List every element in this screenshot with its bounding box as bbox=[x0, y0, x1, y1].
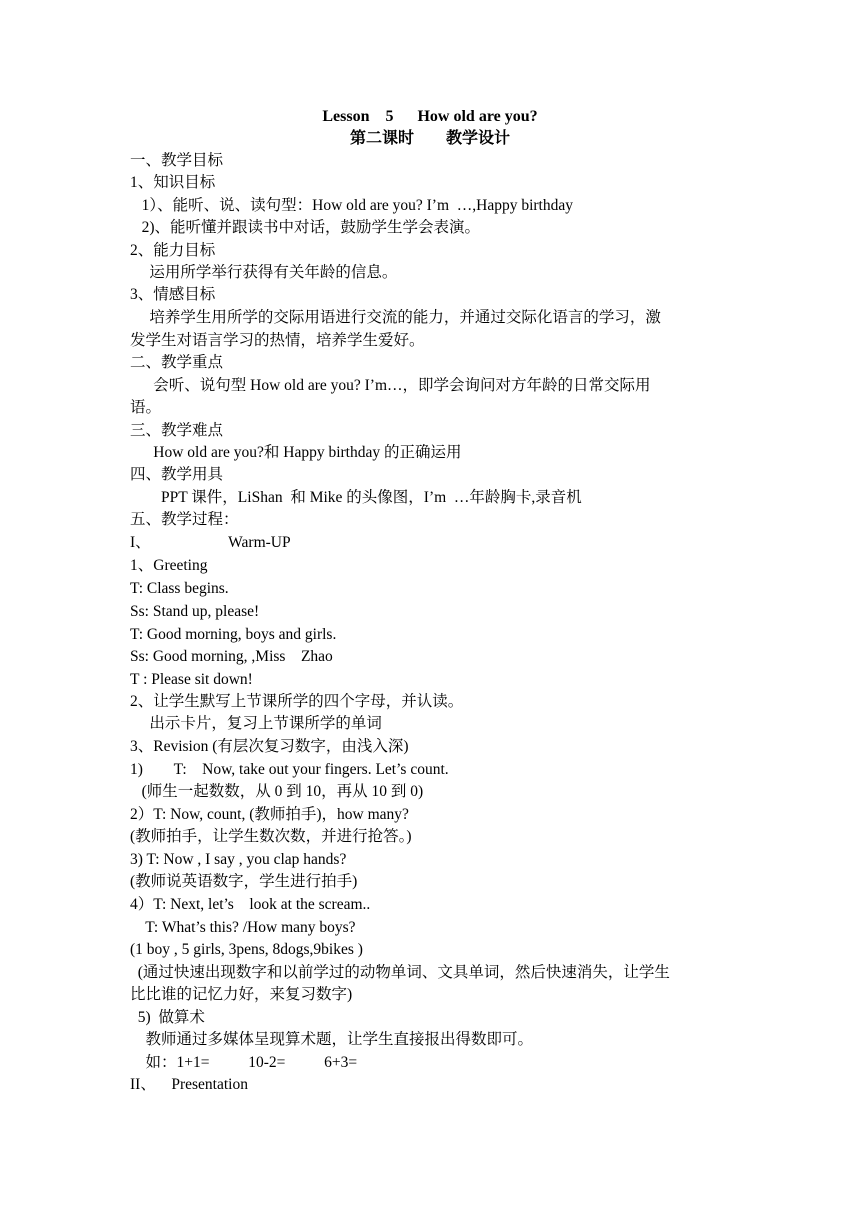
doc-line: 比比谁的记忆力好，来复习数字) bbox=[130, 986, 353, 1003]
doc-line: 语。 bbox=[130, 399, 162, 416]
doc-line: T: Class begins. bbox=[130, 580, 229, 597]
doc-line: T: What’s this? /How many boys? bbox=[130, 919, 356, 936]
doc-line: (教师说英语数字，学生进行拍手) bbox=[130, 873, 358, 890]
doc-line: 二、教学重点 bbox=[130, 354, 224, 371]
doc-line: (教师拍手，让学生数次数，并进行抢答。) bbox=[130, 828, 412, 845]
doc-line: II、 Presentation bbox=[130, 1076, 248, 1093]
doc-line: 3、Revision (有层次复习数字，由浅入深) bbox=[130, 738, 409, 755]
doc-line: 4）T: Next, let’s look at the scream.. bbox=[130, 896, 371, 913]
doc-line: 2)、能听懂并跟读书中对话，鼓励学生学会表演。 bbox=[130, 219, 481, 236]
doc-line: How old are you?和 Happy birthday 的正确运用 bbox=[130, 444, 462, 461]
doc-line: PPT 课件，LiShan 和 Mike 的头像图，I’m …年龄胸卡,录音机 bbox=[130, 489, 582, 506]
doc-line: T : Please sit down! bbox=[130, 671, 253, 688]
doc-line: 1、知识目标 bbox=[130, 174, 216, 191]
doc-line: 2、能力目标 bbox=[130, 242, 216, 259]
doc-line: 2、让学生默写上节课所学的四个字母，并认读。 bbox=[130, 693, 464, 710]
doc-line: 培养学生用所学的交际用语进行交流的能力，并通过交际化语言的学习，激 bbox=[130, 309, 661, 326]
doc-line: Ss: Stand up, please! bbox=[130, 603, 260, 620]
lesson-subtitle: 第二课时 教学设计 bbox=[349, 130, 510, 147]
doc-line: 1、Greeting bbox=[130, 557, 208, 574]
doc-line: I、 Warm-UP bbox=[130, 534, 291, 551]
doc-line: T: Good morning, boys and girls. bbox=[130, 626, 337, 643]
doc-line: 3) T: Now , I say , you clap hands? bbox=[130, 851, 347, 868]
doc-line: 2）T: Now, count, (教师拍手)，how many? bbox=[130, 806, 409, 823]
doc-line: (师生一起数数，从 0 到 10，再从 10 到 0) bbox=[130, 783, 424, 800]
doc-line: 1) T: Now, take out your fingers. Let’s count. bbox=[130, 761, 449, 778]
doc-line: (1 boy , 5 girls, 3pens, 8dogs,9bikes ) bbox=[130, 941, 363, 958]
doc-line: 运用所学举行获得有关年龄的信息。 bbox=[130, 264, 398, 281]
doc-line: 1）、能听、说、读句型：How old are you? I’m …,Happy birthday bbox=[130, 197, 573, 214]
doc-line: 三、教学难点 bbox=[130, 422, 224, 439]
doc-line: Ss: Good morning, ,Miss Zhao bbox=[130, 648, 333, 665]
doc-line: 发学生对语言学习的热情，培养学生爱好。 bbox=[130, 332, 425, 349]
doc-line: 3、情感目标 bbox=[130, 286, 216, 303]
doc-line: 五、教学过程： bbox=[130, 511, 239, 528]
doc-line: 教师通过多媒体呈现算术题，让学生直接报出得数即可。 bbox=[130, 1031, 534, 1048]
doc-line: 如：1+1= 10-2= 6+3= bbox=[130, 1054, 358, 1071]
doc-line: 四、教学用具 bbox=[130, 466, 224, 483]
doc-line: 一、教学目标 bbox=[130, 152, 224, 169]
doc-line: (通过快速出现数字和以前学过的动物单词、文具单词，然后快速消失，让学生 bbox=[130, 964, 670, 981]
doc-line: 出示卡片，复习上节课所学的单词 bbox=[130, 715, 382, 732]
doc-line: 5) 做算术 bbox=[130, 1009, 205, 1026]
doc-line: 会听、说句型 How old are you? I’m…，即学会询问对方年龄的日常交际用 bbox=[130, 377, 651, 394]
lesson-title: Lesson 5 How old are you? bbox=[322, 108, 538, 125]
